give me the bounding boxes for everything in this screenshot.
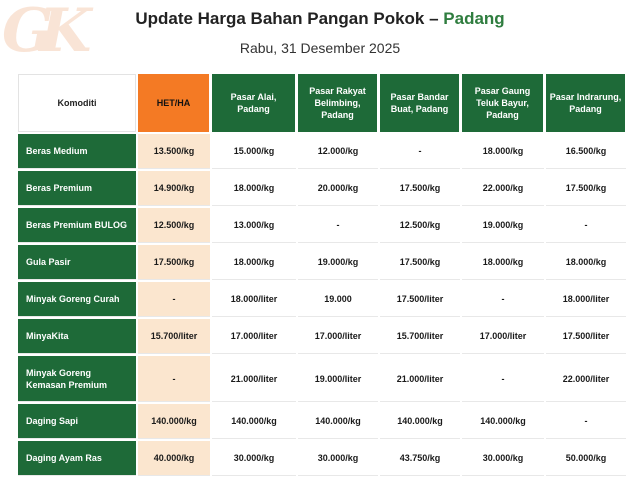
price-cell: 17.500/liter xyxy=(380,282,460,317)
price-cell: 20.000/kg xyxy=(298,171,378,206)
price-cell: 140.000/kg xyxy=(462,404,544,439)
price-cell: 17.500/kg xyxy=(546,171,626,206)
commodity-name: Minyak Goreng Kemasan Premium xyxy=(18,356,136,402)
price-cell: 12.500/kg xyxy=(380,208,460,243)
price-cell: 18.000/liter xyxy=(212,282,296,317)
price-cell: 18.000/kg xyxy=(212,171,296,206)
column-header-komoditi: Komoditi xyxy=(18,74,136,132)
het-price: 12.500/kg xyxy=(138,208,210,243)
gk-logo-watermark: GK xyxy=(2,0,78,66)
price-cell: 15.700/liter xyxy=(380,319,460,354)
table-row xyxy=(18,319,626,354)
price-cell: 17.000/liter xyxy=(212,319,296,354)
price-cell: 17.000/liter xyxy=(462,319,544,354)
table-row xyxy=(18,171,626,206)
price-cell: 19.000/kg xyxy=(298,245,378,280)
price-cell: 12.000/kg xyxy=(298,134,378,169)
price-cell: 50.000/kg xyxy=(546,441,626,476)
price-cell: 21.000/liter xyxy=(380,356,460,402)
het-price: 13.500/kg xyxy=(138,134,210,169)
commodity-name: Beras Medium xyxy=(18,134,136,169)
commodity-name: Minyak Goreng Curah xyxy=(18,282,136,317)
price-cell: 140.000/kg xyxy=(298,404,378,439)
price-cell: - xyxy=(462,282,544,317)
page-title xyxy=(0,9,640,29)
price-cell: 18.000/kg xyxy=(462,245,544,280)
price-cell: - xyxy=(380,134,460,169)
het-price: 40.000/kg xyxy=(138,441,210,476)
price-cell: 13.000/kg xyxy=(212,208,296,243)
table-row xyxy=(18,245,626,280)
price-cell: 16.500/kg xyxy=(546,134,626,169)
page-date: Rabu, 31 Desember 2025 xyxy=(239,40,401,56)
title-text: Update Harga Bahan Pangan Pokok – xyxy=(135,9,444,28)
commodity-name: Beras Premium BULOG xyxy=(18,208,136,243)
column-header-pasar-belimbing: Pasar Rakyat Belimbing, Padang xyxy=(298,74,378,132)
price-cell: 19.000/liter xyxy=(298,356,378,402)
price-cell: 18.000/kg xyxy=(462,134,544,169)
price-cell: 17.000/liter xyxy=(298,319,378,354)
column-header-pasar-bandar-buat: Pasar Bandar Buat, Padang xyxy=(380,74,460,132)
price-cell: 22.000/kg xyxy=(462,171,544,206)
het-price: 140.000/kg xyxy=(138,404,210,439)
het-price: - xyxy=(138,282,210,317)
price-cell: - xyxy=(298,208,378,243)
commodity-name: Gula Pasir xyxy=(18,245,136,280)
price-cell: 30.000/kg xyxy=(462,441,544,476)
het-price: 17.500/kg xyxy=(138,245,210,280)
table-row xyxy=(18,134,626,169)
price-cell: - xyxy=(546,404,626,439)
het-price: - xyxy=(138,356,210,402)
price-cell: 18.000/kg xyxy=(212,245,296,280)
price-cell: 140.000/kg xyxy=(212,404,296,439)
commodity-name: MinyaKita xyxy=(18,319,136,354)
column-header-pasar-indrarung: Pasar Indrarung, Padang xyxy=(546,74,626,132)
price-cell: 43.750/kg xyxy=(380,441,460,476)
table-row xyxy=(18,282,626,317)
commodity-name: Daging Sapi xyxy=(18,404,136,439)
price-cell: 18.000/kg xyxy=(546,245,626,280)
price-cell: - xyxy=(462,356,544,402)
table-header-row xyxy=(18,74,626,132)
het-price: 14.900/kg xyxy=(138,171,210,206)
price-cell: 22.000/liter xyxy=(546,356,626,402)
price-cell: 140.000/kg xyxy=(380,404,460,439)
price-cell: 21.000/liter xyxy=(212,356,296,402)
price-cell: - xyxy=(546,208,626,243)
price-cell: 30.000/kg xyxy=(212,441,296,476)
commodity-name: Beras Premium xyxy=(18,171,136,206)
column-header-pasar-gaung: Pasar Gaung Teluk Bayur, Padang xyxy=(462,74,544,132)
price-cell: 19.000 xyxy=(298,282,378,317)
table-row xyxy=(18,208,626,243)
price-cell: 17.500/kg xyxy=(380,171,460,206)
table-row xyxy=(18,404,626,439)
het-price: 15.700/liter xyxy=(138,319,210,354)
price-cell: 17.500/liter xyxy=(546,319,626,354)
commodity-name: Daging Ayam Ras xyxy=(18,441,136,476)
column-header-het: HET/HA xyxy=(138,74,210,132)
price-cell: 17.500/kg xyxy=(380,245,460,280)
price-cell: 15.000/kg xyxy=(212,134,296,169)
table-row xyxy=(18,441,626,476)
price-cell: 19.000/kg xyxy=(462,208,544,243)
price-table xyxy=(16,72,628,478)
table-row xyxy=(18,356,626,402)
column-header-pasar-alai: Pasar Alai, Padang xyxy=(212,74,296,132)
title-city: Padang xyxy=(443,9,505,28)
price-cell: 18.000/liter xyxy=(546,282,626,317)
price-cell: 30.000/kg xyxy=(298,441,378,476)
